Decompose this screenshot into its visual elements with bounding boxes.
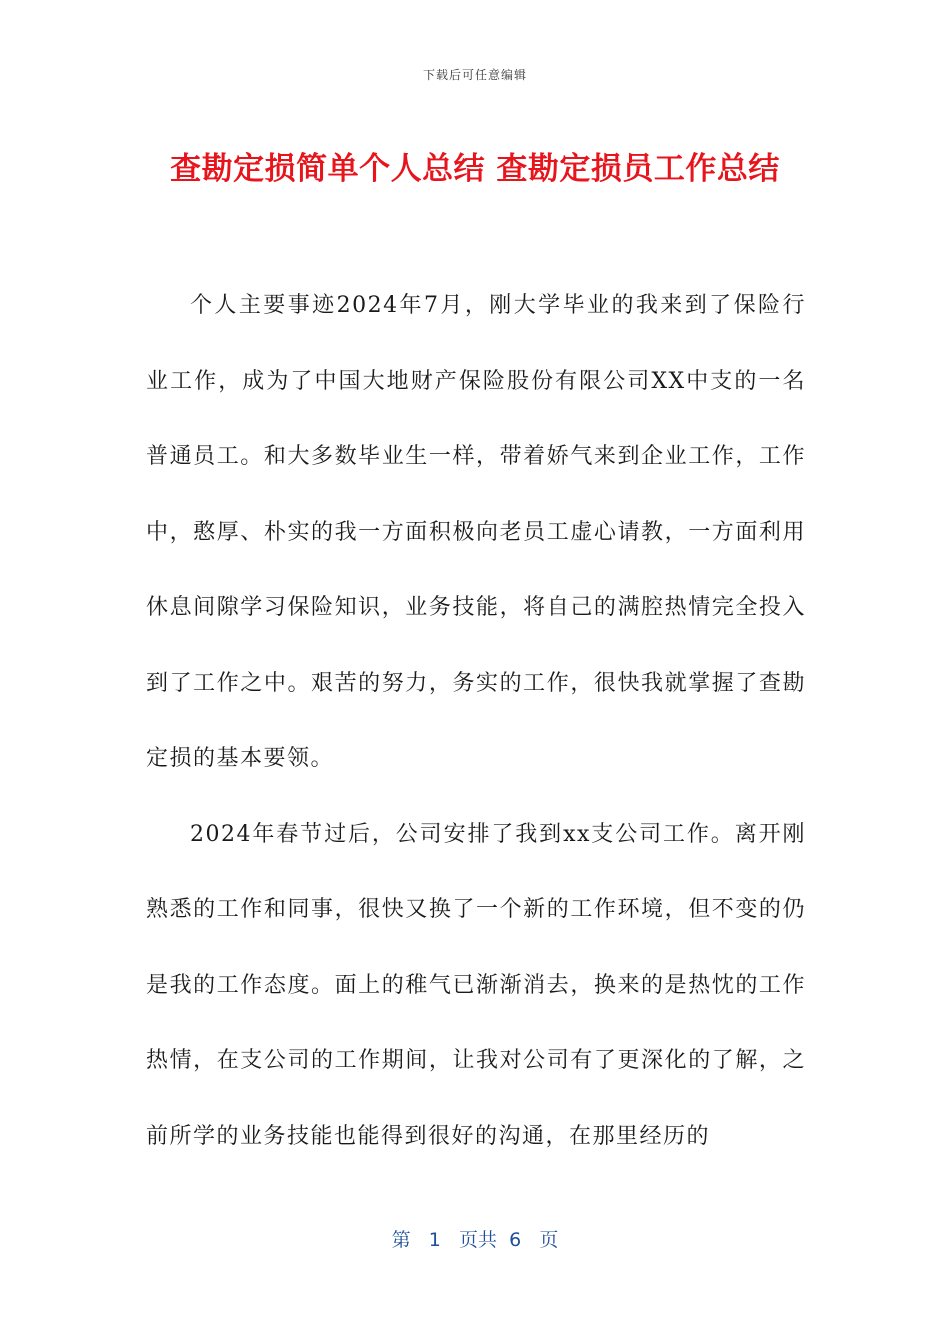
document-title: 查勘定损简单个人总结 查勘定损员工作总结 — [170, 151, 780, 187]
footer-prefix: 第 — [391, 1229, 411, 1251]
total-pages-number: 6 — [509, 1229, 522, 1251]
footer-middle: 页共 — [459, 1229, 498, 1251]
paragraph-2: 2024年春节过后，公司安排了我到xx支公司工作。离开刚熟悉的工作和同事，很快又换了一个新的工作环境，但不变的仍是我的工作态度。面上的稚气已渐渐消去，换来的是热忱的工作热情，在支公司的工作期间，让我对公司有了更深化的了解，之前所学的业务技能也能得到很好的沟通，在那里经历的 — [146, 821, 806, 1149]
paragraph-1: 个人主要事迹2024年7月，刚大学毕业的我来到了保险行业工作，成为了中国大地财产保险股份有限公司XX中支的一名普通员工。和大多数毕业生一样，带着娇气来到企业工作，工作中，憨厚、朴实的我一方面积极向老员工虚心请教，一方面利用休息间隙学习保险知识，业务技能，将自己的满腔热情完全投入到了工作之中。艰苦的努力，务实的工作，很快我就掌握了查勘定损的基本要领。 — [146, 293, 806, 771]
footer-suffix: 页 — [539, 1229, 559, 1251]
page-footer — [0, 1225, 950, 1252]
current-page-number: 1 — [428, 1229, 441, 1251]
document-body — [146, 268, 806, 1174]
header-note: 下载后可任意编辑 — [422, 68, 527, 82]
